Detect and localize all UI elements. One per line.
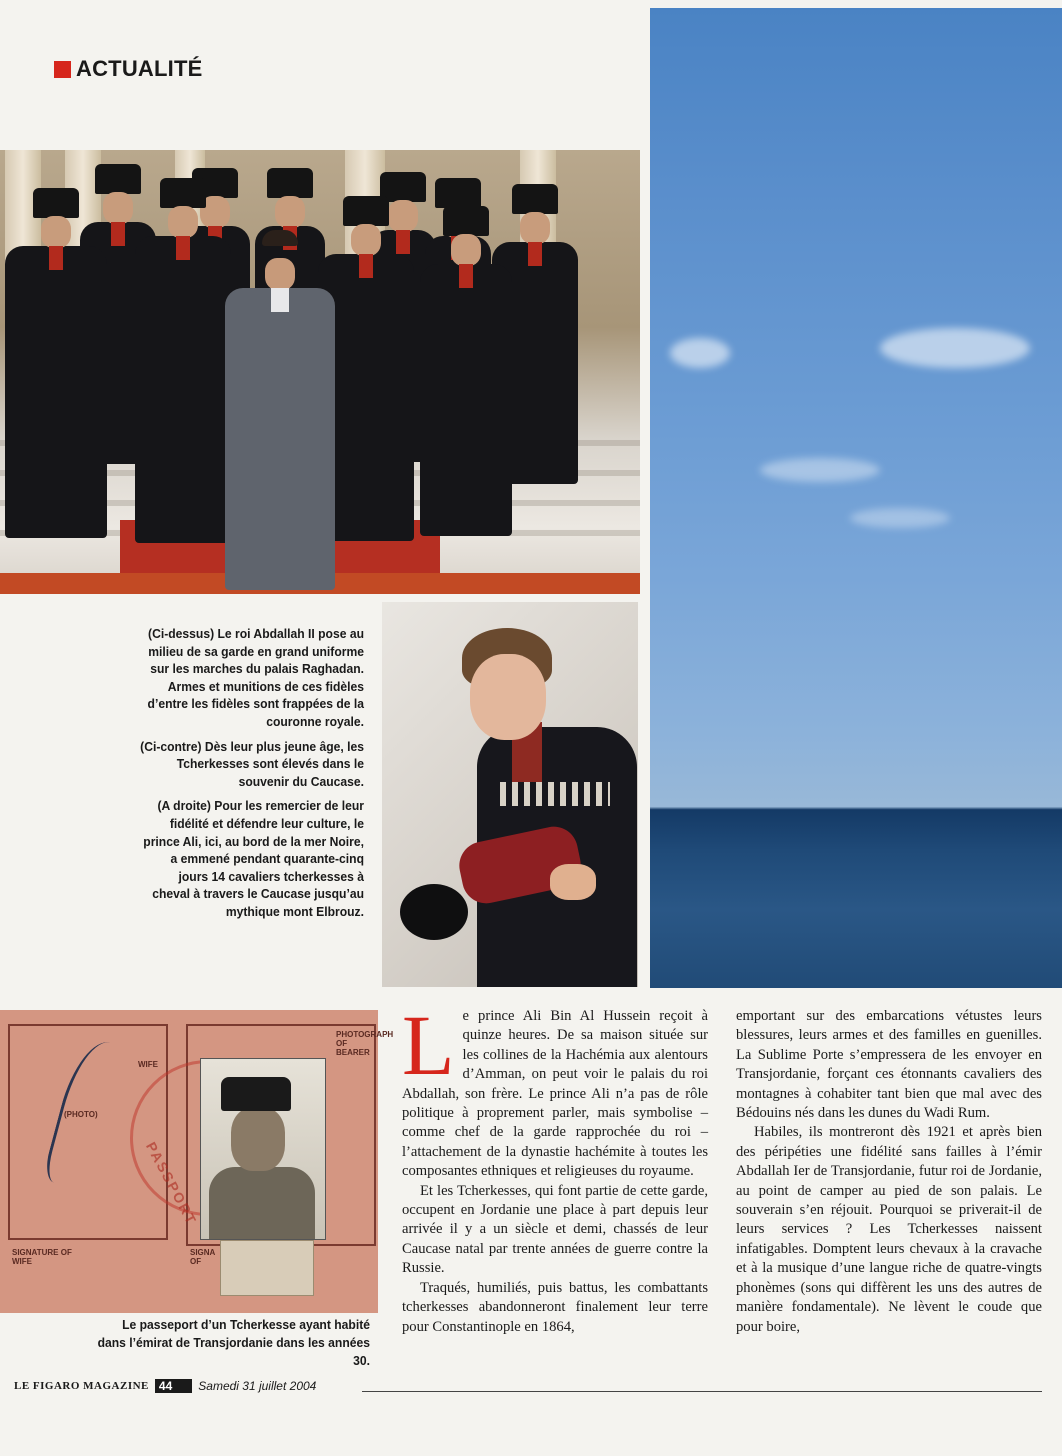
passport-caption: Le passeport d’un Tcherkesse ayant habité dans l’émirat de Transjordanie dans les années 30. [97,1317,371,1368]
king-abdallah-figure [225,230,335,590]
article-paragraph-1: Le prince Ali Bin Al Hussein reçoit à quinze heures. De sa maison située sur les collines de la Hachémia aux alentours d’Amman, on peut voir le palais du roi Abdallah, son frère. Le prince Ali n’a pas de rôle politique à proprement parler, mais symbolise – comme chef de la garde rapprochée du roi – l’attachement de la dynastie hachémite à toutes les composantes ethniques et religieuses du royaume. [402,997,708,1180]
caption-guards: (Ci-dessus) Le roi Abdallah II pose au milieu de sa garde en grand uniforme sur les marches du palais Raghadan. Armes et munitions de ces fidèles d’entre les fidèles sont frappées de la couronne royale. [147,626,364,729]
passport-seal-text: PASSPORT [142,1139,201,1228]
child-hand [550,864,596,900]
article-paragraph-2: Et les Tcherkesses, qui font partie de cette garde, occupent en Jordanie une place à part depuis leur arrivée il y a un siècle et demi, chassés de leur Caucase natal par trente années de guerre contre la Russie. [402,1182,708,1277]
article-column-2 [736,1007,1042,1337]
passport-label-signature-wife: SIGNATURE OF WIFE [12,1248,72,1266]
circassian-child-photo [382,602,638,987]
cloud-shape [670,338,730,368]
section-rubric [54,56,202,82]
footer-page-number: 44 [155,1379,192,1393]
article-paragraph-3-end: emportant sur des embarcations vétustes leurs blessures, leurs armes et des familles en guenilles. La Sublime Porte s’empressera de les envoyer en Transjordanie, forçant ces étonnants cavaliers des montagnes à cohabiter tant bien que mal avec des Bédouins nés dans les dunes du Wadi Rum. [736,1008,1042,1122]
passport-label-signature: SIGNA OF [190,1248,216,1266]
cloud-shape [760,458,880,482]
passport-label-photo: (PHOTO) [64,1110,98,1119]
footer-date: Samedi 31 juillet 2004 [198,1379,317,1393]
rubric-red-square-icon [54,61,71,78]
caption-sea: (A droite) Pour les remercier de leur fidélité et défendre leur culture, le prince Ali, ici, au bord de la mer Noire, a emmené pendant quarante-cinq jours 14 cavaliers tcherkesses à cheval à travers le Caucase jusqu’au mythique mont Elbrouz. [143,798,364,919]
cloud-shape [850,508,950,528]
child-cartridge-belt [500,782,610,806]
guard-figure [420,206,512,536]
passport-revenue-stamp [220,1240,314,1296]
passport-portrait [200,1058,326,1240]
passport-label-wife: WIFE [138,1060,158,1069]
black-sea-photo [650,8,1062,988]
article-dropcap: L [402,997,455,1093]
article-paragraph-4: Habiles, ils montreront dès 1921 et après bien des péripéties une fidélité sans failles à l’émir Abdallah Ier de Transjordanie, futur roi de Jordanie, au point de camper au pied de son palais. Le souverain s’en réjouit. Pourquoi se priverait-il de leurs services ? Les Tcherkesses naissent infatigables. Domptent leurs chevaux à la cravache et à la musique d’une langue riche de quatre-vingts phonèmes (sons qui diffèrent les uns des autres de manière fondamentale). Ne lèvent le coude que pour boire, [736,1124,1042,1335]
article-paragraph-3-start: Traqués, humiliés, puis battus, les combattants tcherkesses abandonneront finalement leur terre pour Constantinople en 1864, [402,1279,708,1335]
footer-rule [362,1391,1042,1392]
photo-captions [120,625,364,928]
article-column-1 [402,997,708,1337]
child-face [470,654,546,740]
guard-figure [135,178,231,543]
passport-label-bearer: PHOTOGRAPH OF BEARER [336,1030,394,1057]
caption-child: (Ci-contre) Dès leur plus jeune âge, les Tcherkesses sont élevés dans le souvenir du Caucase. [140,738,364,789]
rubric-label: ACTUALITÉ [76,56,203,81]
child-black-hat [400,884,468,940]
royal-guard-photo [0,150,640,594]
guard-figure [5,188,107,538]
cloud-shape [880,328,1030,368]
footer-magazine-name: LE FIGARO MAGAZINE [14,1380,149,1392]
page-footer [14,1379,316,1393]
